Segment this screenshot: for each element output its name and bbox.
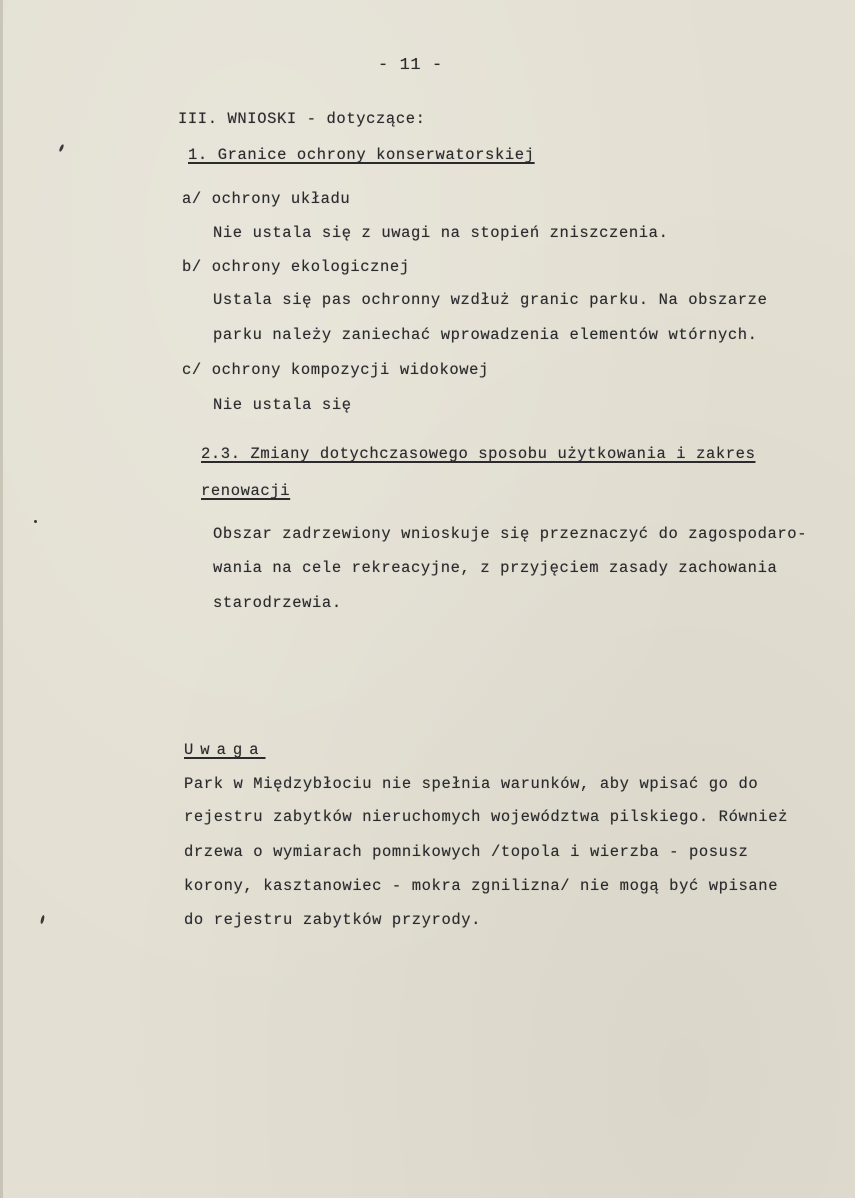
- note-text-5: do rejestru zabytków przyrody.: [184, 911, 482, 929]
- note-text-2: rejestru zabytków nieruchomych województwa pilskiego. Również: [184, 808, 788, 826]
- note-text-1: Park w Międzybłociu nie spełnia warunków, aby wpisać go do: [184, 775, 759, 793]
- note-text-3: drzewa o wymiarach pomnikowych /topola i wierzba - posusz: [184, 843, 749, 861]
- note-title: Uwaga: [184, 741, 266, 759]
- page-number: - 11 -: [378, 56, 443, 75]
- item-b-label: b/ ochrony ekologicznej: [182, 258, 410, 276]
- scan-speck: [40, 915, 45, 924]
- item-a-text: Nie ustala się z uwagi na stopień zniszczenia.: [213, 224, 669, 242]
- note-text-4: korony, kasztanowiec - mokra zgnilizna/ nie mogą być wpisane: [184, 877, 779, 895]
- scan-speck: [34, 520, 37, 523]
- page-edge: [0, 0, 3, 1198]
- item-b-text-1: Ustala się pas ochronny wzdłuż granic parku. Na obszarze: [213, 291, 768, 309]
- section-2-title-line-2: renowacji: [201, 482, 291, 500]
- section-2-title-line-1: 2.3. Zmiany dotychczasowego sposobu użytkowania i zakres: [201, 445, 756, 463]
- section-1-title: 1. Granice ochrony konserwatorskiej: [188, 146, 535, 164]
- scan-speck: [58, 144, 64, 153]
- item-a-label: a/ ochrony układu: [182, 190, 351, 208]
- section-2-text-2: wania na cele rekreacyjne, z przyjęciem zasady zachowania: [213, 559, 778, 577]
- item-b-text-2: parku należy zaniechać wprowadzenia elementów wtórnych.: [213, 326, 758, 344]
- section-2-text-1: Obszar zadrzewiony wnioskuje się przeznaczyć do zagospodaro-: [213, 525, 808, 543]
- item-c-text: Nie ustala się: [213, 396, 352, 414]
- section-heading: III. WNIOSKI - dotyczące:: [178, 110, 426, 128]
- item-c-label: c/ ochrony kompozycji widokowej: [182, 361, 489, 379]
- section-2-text-3: starodrzewia.: [213, 594, 342, 612]
